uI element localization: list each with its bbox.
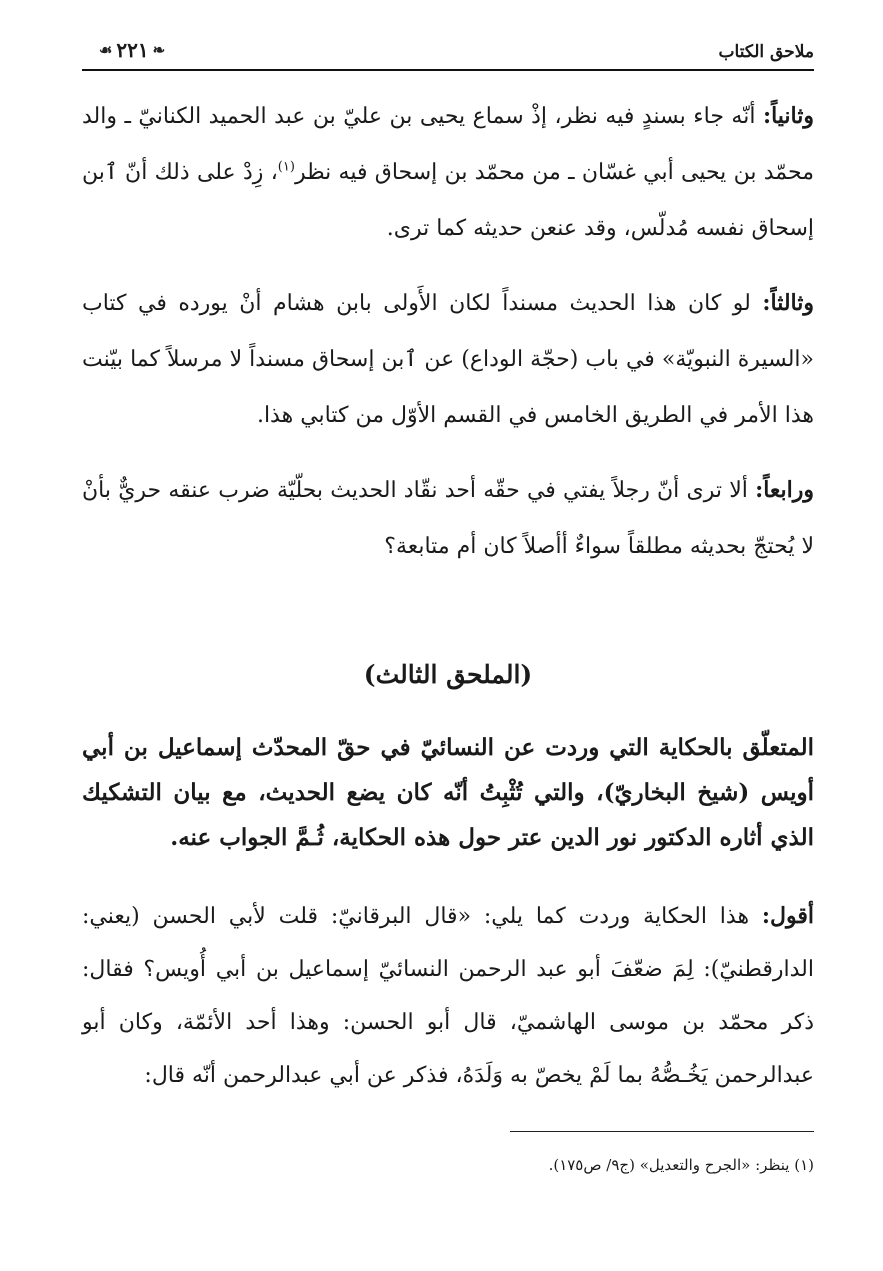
paragraph-body: ألا ترى أنّ رجلاً يفتي في حقّه أحد نقّاد الحديث بحلّيّة ضرب عنقه حريٌّ بأنْ لا يُحتجّ بحديثه مطلقاً سواءٌ أأصلاً كان أم متابعة؟: [82, 478, 814, 559]
paragraph-body: هذا الحكاية وردت كما يلي: «قال البرقانيّ: قلت لأبي الحسن (يعني: الدارقطنيّ): لِمَ ضعّفَ أبو عبد الرحمن النسائيّ إسماعيل بن أبي أُويس؟ فقال: ذكر محمّد بن موسى الهاشميّ، قال أبو الحسن: وهذا أحد الأئمّة، وكان أبو عبدالرحمن يَخُـصُّهُ بما لَمْ يخصّ به وَلَدَهُ، فذكر عن أبي عبدالرحمن أنّه قال:: [82, 904, 814, 1088]
paragraph-body: لو كان هذا الحديث مسنداً لكان الأَولى بابن هشام أنْ يورده في كتاب «السيرة النبويّة» في باب (حجّة الوداع) عن ٱبن إسحاق مسنداً لا مرسلاً كما بيّنت هذا الأمر في الطريق الخامس في القسم الأوّل من كتابي هذا.: [82, 291, 814, 428]
section-summary-text: المتعلّق بالحكاية التي وردت عن النسائيّ في حقّ المحدّث إسماعيل بن أبي أويس (شيخ البخاريّ)، والتي تُثْبِتُ أنّه كان يضع الحديث، مع بيان التشكيك الذي أثاره الدكتور نور الدين عتر حول هذه الحكاية، ثُـمَّ الجواب عنه.: [82, 734, 814, 851]
running-title: ملاحق الكتاب: [718, 42, 814, 62]
footnote-separator: [510, 1131, 814, 1132]
section-title: (الملحق الثالث): [363, 660, 533, 689]
section-summary: [82, 725, 814, 860]
quote-block: [82, 890, 814, 1102]
main-text: [82, 88, 814, 1102]
paragraph-quote: [82, 890, 814, 1102]
footnote-marker[interactable]: (١): [277, 159, 295, 175]
right-ornament-icon: ☙: [98, 41, 113, 59]
page-header: [82, 30, 814, 70]
paragraph-lead: وثانياً:: [762, 103, 814, 129]
paragraph-fourth-point: [82, 462, 814, 575]
left-ornament-icon: ❧: [152, 41, 166, 59]
page-number-box: [82, 36, 182, 64]
page-number: ٢٢١: [116, 38, 149, 62]
paragraph-lead: وثالثاً:: [762, 290, 814, 316]
footnote: (١) ينظر: «الجرح والتعديل» (ج٩/ ص١٧٥).: [548, 1156, 814, 1174]
paragraph-lead: ورابعاً:: [755, 477, 814, 503]
paragraph-body: أنّه جاء بسندٍ فيه نظر، إذْ سماع يحيى بن عليّ بن عبد الحميد الكنانيّ ـ والد محمّد بن يحيى أبي غسّان ـ من محمّد بن إسحاق فيه نظر: [82, 104, 814, 185]
header-rule: [82, 69, 814, 71]
paragraph-second-point: [82, 88, 814, 257]
paragraph-lead: أقول:: [761, 903, 814, 929]
paragraph-third-point: [82, 275, 814, 444]
book-page: [82, 0, 814, 1271]
paragraph-body-continued: ، زِدْ على ذلك أنّ ٱبن إسحاق نفسه مُدلّس، وقد عنعن حديثه كما ترى.: [82, 160, 814, 241]
